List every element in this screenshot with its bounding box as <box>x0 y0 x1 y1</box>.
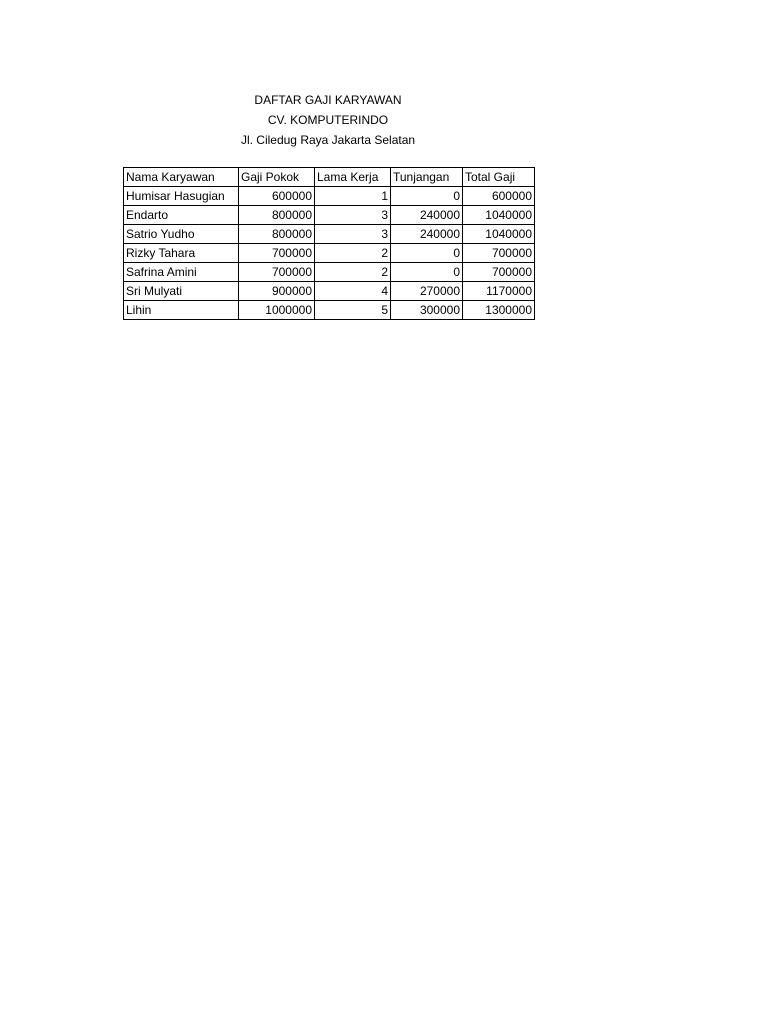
cell-total-gaji: 1300000 <box>463 301 535 320</box>
table-row <box>124 206 535 225</box>
cell-tunjangan: 240000 <box>391 225 463 244</box>
table-row <box>124 187 535 206</box>
cell-lama-kerja: 2 <box>315 263 391 282</box>
table-row <box>124 263 535 282</box>
column-header-nama-karyawan: Nama Karyawan <box>124 168 239 187</box>
cell-lama-kerja: 4 <box>315 282 391 301</box>
cell-gaji-pokok: 800000 <box>239 206 315 225</box>
cell-gaji-pokok: 600000 <box>239 187 315 206</box>
cell-lama-kerja: 3 <box>315 206 391 225</box>
column-header-gaji-pokok: Gaji Pokok <box>239 168 315 187</box>
document-title: DAFTAR GAJI KARYAWAN <box>254 93 402 107</box>
cell-tunjangan: 300000 <box>391 301 463 320</box>
cell-gaji-pokok: 800000 <box>239 225 315 244</box>
company-name: CV. KOMPUTERINDO <box>267 113 389 127</box>
cell-total-gaji: 600000 <box>463 187 535 206</box>
cell-tunjangan: 0 <box>391 263 463 282</box>
cell-lama-kerja: 3 <box>315 225 391 244</box>
company-address: Jl. Ciledug Raya Jakarta Selatan <box>240 133 416 147</box>
cell-nama-karyawan: Sri Mulyati <box>124 282 239 301</box>
cell-lama-kerja: 5 <box>315 301 391 320</box>
table-header-row <box>124 168 535 187</box>
table-row <box>124 225 535 244</box>
cell-nama-karyawan: Safrina Amini <box>124 263 239 282</box>
document-header <box>123 90 533 150</box>
payroll-table <box>123 167 535 320</box>
table-row <box>124 301 535 320</box>
column-header-total-gaji: Total Gaji <box>463 168 535 187</box>
cell-gaji-pokok: 1000000 <box>239 301 315 320</box>
cell-nama-karyawan: Rizky Tahara <box>124 244 239 263</box>
cell-tunjangan: 0 <box>391 187 463 206</box>
cell-nama-karyawan: Endarto <box>124 206 239 225</box>
cell-nama-karyawan: Satrio Yudho <box>124 225 239 244</box>
cell-nama-karyawan: Lihin <box>124 301 239 320</box>
column-header-lama-kerja: Lama Kerja <box>315 168 391 187</box>
cell-total-gaji: 700000 <box>463 263 535 282</box>
cell-total-gaji: 1170000 <box>463 282 535 301</box>
cell-gaji-pokok: 900000 <box>239 282 315 301</box>
cell-lama-kerja: 1 <box>315 187 391 206</box>
cell-nama-karyawan: Humisar Hasugian <box>124 187 239 206</box>
table-row <box>124 282 535 301</box>
cell-total-gaji: 1040000 <box>463 225 535 244</box>
cell-gaji-pokok: 700000 <box>239 263 315 282</box>
cell-tunjangan: 270000 <box>391 282 463 301</box>
cell-lama-kerja: 2 <box>315 244 391 263</box>
cell-total-gaji: 700000 <box>463 244 535 263</box>
column-header-tunjangan: Tunjangan <box>391 168 463 187</box>
cell-gaji-pokok: 700000 <box>239 244 315 263</box>
cell-total-gaji: 1040000 <box>463 206 535 225</box>
cell-tunjangan: 240000 <box>391 206 463 225</box>
cell-tunjangan: 0 <box>391 244 463 263</box>
table-row <box>124 244 535 263</box>
